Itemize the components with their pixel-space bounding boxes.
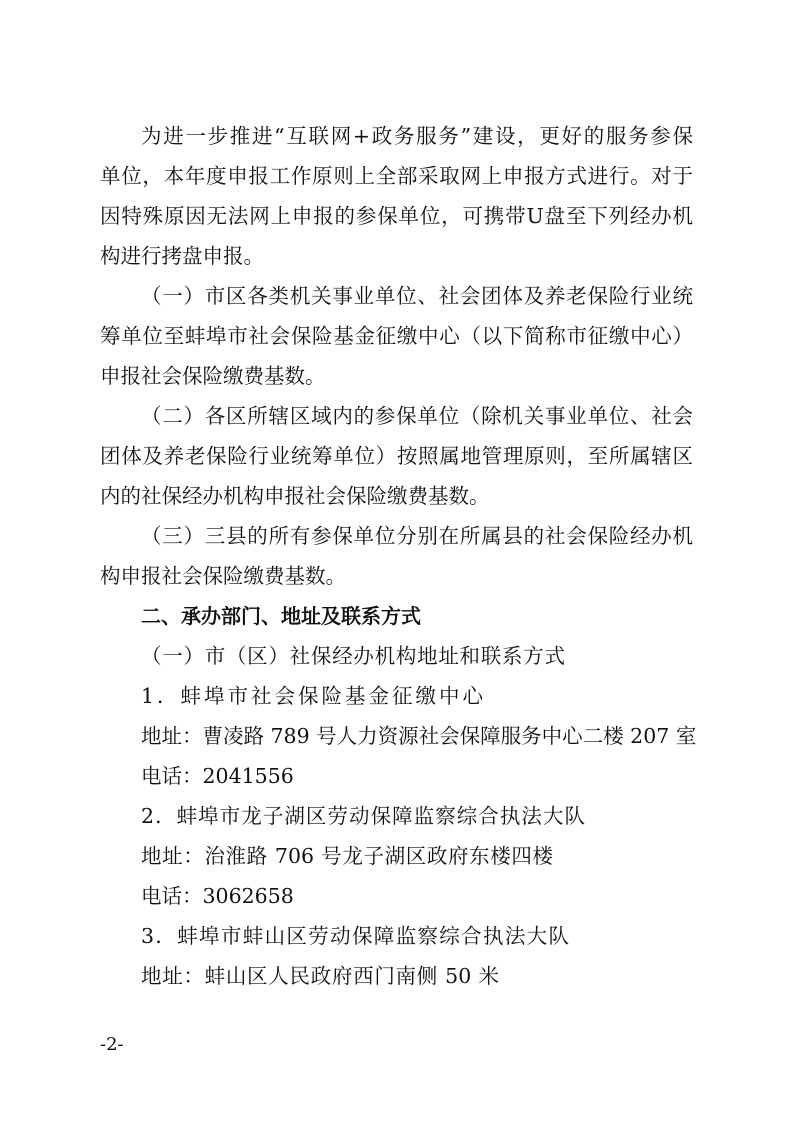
paragraph-4-line-1: （三）三县的所有参保单位分别在所属县的社会保险经办机 — [141, 524, 693, 548]
office-1-name: 1．蚌埠市社会保险基金征缴中心 — [141, 684, 483, 708]
paragraph-1-line-3: 因特殊原因无法网上申报的参保单位，可携带U盘至下列经办机 — [100, 204, 693, 228]
paragraph-line — [0, 116, 793, 156]
paragraph-line — [0, 436, 793, 476]
office-2-phone: 电话：3062658 — [141, 884, 294, 908]
paragraph-4-line-2: 构申报社会保险缴费基数。 — [100, 564, 346, 588]
paragraph-3-line-2: 团体及养老保险行业统筹单位）按照属地管理原则，至所属辖区 — [100, 444, 693, 468]
paragraph-line — [0, 356, 793, 396]
paragraph-line — [0, 196, 793, 236]
paragraph-2-line-1: （一）市区各类机关事业单位、社会团体及养老保险行业统 — [141, 284, 693, 308]
paragraph-line — [0, 316, 793, 356]
paragraph-1-line-4: 构进行拷盘申报。 — [100, 244, 264, 268]
heading-line — [0, 636, 793, 676]
office-line — [0, 716, 793, 756]
paragraph-1-line-1: 为进一步推进“互联网+政务服务”建设，更好的服务参保 — [141, 124, 693, 148]
paragraph-2-line-3: 申报社会保险缴费基数。 — [100, 364, 326, 388]
subsection-heading: （一）市（区）社保经办机构地址和联系方式 — [141, 644, 565, 668]
office-line — [0, 836, 793, 876]
paragraph-line — [0, 396, 793, 436]
heading-line — [0, 596, 793, 636]
paragraph-line — [0, 516, 793, 556]
paragraph-3-line-3: 内的社保经办机构申报社会保险缴费基数。 — [100, 484, 490, 508]
office-line — [0, 676, 793, 716]
office-2-name: 2．蚌埠市龙子湖区劳动保障监察综合执法大队 — [141, 804, 585, 828]
paragraph-3-line-1: （二）各区所辖区域内的参保单位（除机关事业单位、社会 — [141, 404, 693, 428]
office-3-address: 地址：蚌山区人民政府西门南侧 50 米 — [141, 964, 499, 988]
office-line — [0, 956, 793, 996]
office-1-address: 地址：曹凌路 789 号人力资源社会保障服务中心二楼 207 室 — [141, 724, 697, 748]
office-line — [0, 796, 793, 836]
office-3-name: 3．蚌埠市蚌山区劳动保障监察综合执法大队 — [141, 924, 569, 948]
office-line — [0, 756, 793, 796]
paragraph-1-line-2: 单位，本年度申报工作原则上全部采取网上申报方式进行。对于 — [100, 164, 693, 188]
paragraph-line — [0, 476, 793, 516]
section-heading: 二、承办部门、地址及联系方式 — [141, 604, 421, 628]
paragraph-line — [0, 556, 793, 596]
paragraph-line — [0, 276, 793, 316]
page-number: -2- — [100, 1034, 124, 1055]
office-line — [0, 916, 793, 956]
office-2-address: 地址：治淮路 706 号龙子湖区政府东楼四楼 — [141, 844, 553, 868]
paragraph-line — [0, 156, 793, 196]
paragraph-line — [0, 236, 793, 276]
office-1-phone: 电话：2041556 — [141, 764, 294, 788]
paragraph-2-line-2: 筹单位至蚌埠市社会保险基金征缴中心（以下简称市征缴中心） — [100, 324, 693, 348]
office-line — [0, 876, 793, 916]
